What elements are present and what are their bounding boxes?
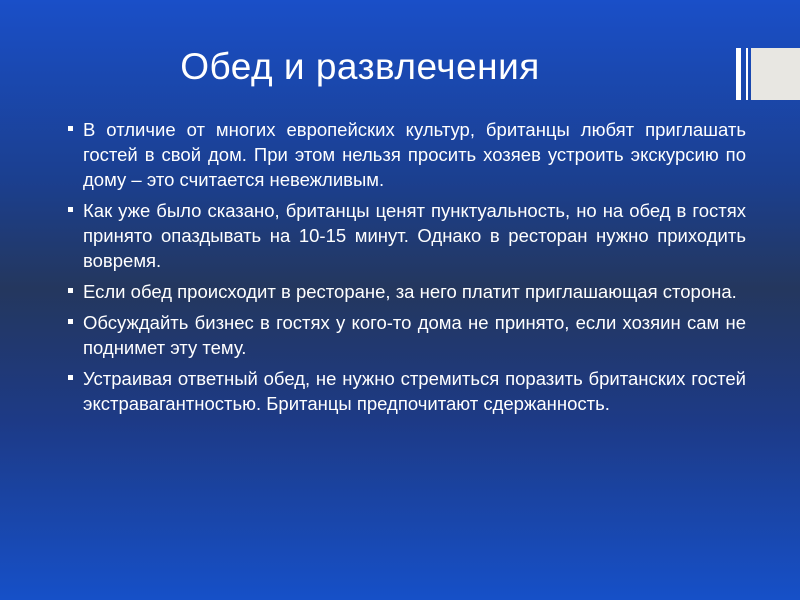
list-item	[68, 117, 746, 192]
bullet-text: Устраивая ответный обед, не нужно стремиться поразить британских гостей экстравагантностью. Британцы предпочитают сдержанность.	[83, 368, 746, 414]
bullet-list	[68, 117, 746, 422]
decoration-bar-thin	[746, 48, 748, 100]
list-item	[68, 366, 746, 416]
slide-title: Обед и развлечения	[180, 46, 540, 87]
bullet-icon	[68, 319, 73, 324]
list-item	[68, 310, 746, 360]
list-item	[68, 198, 746, 273]
bullet-icon	[68, 375, 73, 380]
bullet-text: Как уже было сказано, британцы ценят пунктуальность, но на обед в гостях принято опаздывать на 10-15 минут. Однако в ресторан нужно приходить вовремя.	[83, 200, 746, 271]
decoration-bar	[736, 48, 741, 100]
decoration-box	[751, 48, 800, 100]
bullet-text: В отличие от многих европейских культур, британцы любят приглашать гостей в свой дом. При этом нельзя просить хозяев устроить экскурсию по дому – это считается невежливым.	[83, 119, 746, 190]
bullet-icon	[68, 288, 73, 293]
bullet-text: Если обед происходит в ресторане, за него платит приглашающая сторона.	[83, 281, 737, 302]
bullet-icon	[68, 207, 73, 212]
list-item	[68, 279, 746, 304]
bullet-icon	[68, 126, 73, 131]
bullet-text: Обсуждайть бизнес в гостях у кого-то дома не принято, если хозяин сам не поднимет эту тему.	[83, 312, 746, 358]
corner-decoration	[736, 48, 800, 100]
